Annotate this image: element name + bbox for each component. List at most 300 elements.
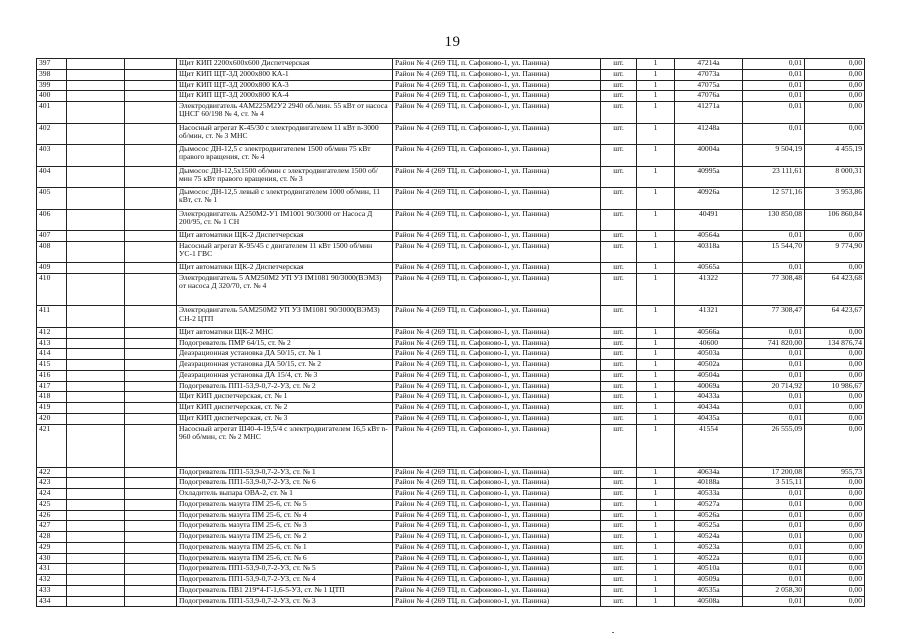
row-initial-value: 9 504,19 — [743, 145, 805, 167]
row-address: Район № 4 (269 ТЦ, п. Сафоново-1, ул. Панина) — [393, 542, 601, 553]
row-quantity: 1 — [637, 327, 675, 338]
row-number: 424 — [37, 489, 67, 500]
row-blank-b — [125, 102, 177, 124]
row-residual-value: 64 423,68 — [805, 274, 865, 306]
row-residual-value: 0,00 — [805, 564, 865, 575]
row-quantity: 1 — [637, 370, 675, 381]
row-inventory-number: 41271а — [675, 102, 743, 124]
row-blank-a — [67, 91, 125, 102]
row-blank-a — [67, 489, 125, 500]
row-unit: шт. — [601, 274, 637, 306]
row-initial-value: 0,01 — [743, 91, 805, 102]
row-blank-a — [67, 306, 125, 328]
row-number: 419 — [37, 403, 67, 414]
row-name: Щит КИП диспетчерская, ст. № 2 — [177, 403, 393, 414]
row-quantity: 1 — [637, 69, 675, 80]
table-row — [37, 370, 865, 381]
row-address: Район № 4 (269 ТЦ, п. Сафоново-1, ул. Панина) — [393, 499, 601, 510]
table-row — [37, 241, 865, 263]
row-unit: шт. — [601, 392, 637, 403]
row-name: Щит КИП ЩТ-3Д 2000х800 КА-4 — [177, 91, 393, 102]
row-quantity: 1 — [637, 145, 675, 167]
row-inventory-number: 40069а — [675, 381, 743, 392]
row-blank-a — [67, 145, 125, 167]
row-number: 403 — [37, 145, 67, 167]
row-blank-a — [67, 360, 125, 371]
row-blank-a — [67, 59, 125, 70]
row-address: Район № 4 (269 ТЦ, п. Сафоново-1, ул. Панина) — [393, 532, 601, 543]
row-residual-value: 0,00 — [805, 59, 865, 70]
row-residual-value: 4 455,19 — [805, 145, 865, 167]
table-row — [37, 209, 865, 231]
row-name: Щит КИП ЩТ-3Д 2000х800 КА-1 — [177, 69, 393, 80]
row-blank-a — [67, 381, 125, 392]
row-unit: шт. — [601, 381, 637, 392]
row-quantity: 1 — [637, 585, 675, 596]
row-name: Щит автоматики ЩК-2 Диспетчерская — [177, 231, 393, 242]
row-number: 421 — [37, 424, 67, 467]
row-name: Дымосос ДН-12,5 левый с электродвигателем 1000 об/мин, 11 кВт, ст. № 1 — [177, 188, 393, 210]
row-blank-b — [125, 575, 177, 586]
row-number: 422 — [37, 467, 67, 478]
row-number: 410 — [37, 274, 67, 306]
row-initial-value: 77 308,48 — [743, 274, 805, 306]
row-unit: шт. — [601, 166, 637, 188]
row-name: Подогреватель ПП1-53,9-0,7-2-УЗ, ст. № 3 — [177, 596, 393, 607]
row-unit: шт. — [601, 489, 637, 500]
row-address: Район № 4 (269 ТЦ, п. Сафоново-1, ул. Панина) — [393, 69, 601, 80]
row-address: Район № 4 (269 ТЦ, п. Сафоново-1, ул. Панина) — [393, 424, 601, 467]
row-residual-value: 0,00 — [805, 403, 865, 414]
row-blank-b — [125, 564, 177, 575]
row-number: 416 — [37, 370, 67, 381]
row-inventory-number: 47073а — [675, 69, 743, 80]
row-residual-value: 10 986,67 — [805, 381, 865, 392]
row-address: Район № 4 (269 ТЦ, п. Сафоново-1, ул. Панина) — [393, 263, 601, 274]
row-number: 417 — [37, 381, 67, 392]
row-quantity: 1 — [637, 241, 675, 263]
row-unit: шт. — [601, 263, 637, 274]
table-row — [37, 327, 865, 338]
row-inventory-number: 40504а — [675, 370, 743, 381]
row-initial-value: 17 200,08 — [743, 467, 805, 478]
row-unit: шт. — [601, 327, 637, 338]
row-unit: шт. — [601, 510, 637, 521]
row-blank-b — [125, 392, 177, 403]
row-residual-value: 0,00 — [805, 392, 865, 403]
row-residual-value: 0,00 — [805, 263, 865, 274]
table-row — [37, 80, 865, 91]
row-name: Насосный агрегат К-95/45 с двигателем 11 кВт 1500 об/мин УС-1 ГВС — [177, 241, 393, 263]
row-address: Район № 4 (269 ТЦ, п. Сафоново-1, ул. Панина) — [393, 585, 601, 596]
row-unit: шт. — [601, 542, 637, 553]
row-inventory-number: 40564а — [675, 231, 743, 242]
row-residual-value: 9 774,90 — [805, 241, 865, 263]
row-residual-value: 0,00 — [805, 478, 865, 489]
row-residual-value: 0,00 — [805, 489, 865, 500]
row-name: Подогреватель ПП1-53,9-0,7-2-УЗ, ст. № 4 — [177, 575, 393, 586]
row-initial-value: 0,01 — [743, 489, 805, 500]
table-row — [37, 575, 865, 586]
row-initial-value: 0,01 — [743, 553, 805, 564]
row-blank-a — [67, 532, 125, 543]
row-quantity: 1 — [637, 123, 675, 145]
table-row — [37, 166, 865, 188]
row-residual-value: 0,00 — [805, 370, 865, 381]
table-row — [37, 274, 865, 306]
row-initial-value: 0,01 — [743, 532, 805, 543]
row-blank-a — [67, 209, 125, 231]
row-initial-value: 130 850,08 — [743, 209, 805, 231]
row-quantity: 1 — [637, 91, 675, 102]
row-quantity: 1 — [637, 59, 675, 70]
row-unit: шт. — [601, 403, 637, 414]
row-blank-a — [67, 467, 125, 478]
row-blank-a — [67, 263, 125, 274]
row-blank-a — [67, 403, 125, 414]
table-row — [37, 424, 865, 467]
row-quantity: 1 — [637, 338, 675, 349]
row-number: 411 — [37, 306, 67, 328]
row-name: Дымосос ДН-12,5х1500 об/мин с электродвигателем 1500 об/мин 75 кВт правого вращения, ст. № 3 — [177, 166, 393, 188]
row-unit: шт. — [601, 499, 637, 510]
row-initial-value: 20 714,92 — [743, 381, 805, 392]
row-name: Щит КИП диспетчерская, ст. № 1 — [177, 392, 393, 403]
table-row — [37, 91, 865, 102]
table-row — [37, 510, 865, 521]
row-blank-a — [67, 274, 125, 306]
row-address: Район № 4 (269 ТЦ, п. Сафоново-1, ул. Панина) — [393, 467, 601, 478]
row-name: Электродвигатель 5 АМ250М2 УП УЗ IM1081 90/3000(ВЭМЗ) от насоса Д 320/70, ст. № 4 — [177, 274, 393, 306]
row-quantity: 1 — [637, 306, 675, 328]
row-inventory-number: 40523а — [675, 542, 743, 553]
row-address: Район № 4 (269 ТЦ, п. Сафоново-1, ул. Панина) — [393, 188, 601, 210]
row-blank-b — [125, 424, 177, 467]
row-name: Щит КИП ЩТ-3Д 2000х800 КА-3 — [177, 80, 393, 91]
table-row — [37, 564, 865, 575]
row-initial-value: 77 308,47 — [743, 306, 805, 328]
row-initial-value: 12 571,16 — [743, 188, 805, 210]
row-name: Подогреватель ПП1-53,9-0,7-2-УЗ, ст. № 6 — [177, 478, 393, 489]
row-number: 429 — [37, 542, 67, 553]
row-residual-value: 64 423,67 — [805, 306, 865, 328]
row-initial-value: 0,01 — [743, 360, 805, 371]
row-blank-b — [125, 274, 177, 306]
row-blank-a — [67, 575, 125, 586]
row-number: 425 — [37, 499, 67, 510]
row-inventory-number: 40600 — [675, 338, 743, 349]
row-address: Район № 4 (269 ТЦ, п. Сафоново-1, ул. Панина) — [393, 59, 601, 70]
row-blank-a — [67, 478, 125, 489]
row-initial-value: 0,01 — [743, 510, 805, 521]
row-quantity: 1 — [637, 564, 675, 575]
row-number: 423 — [37, 478, 67, 489]
row-unit: шт. — [601, 80, 637, 91]
row-blank-a — [67, 80, 125, 91]
row-initial-value: 0,01 — [743, 231, 805, 242]
row-address: Район № 4 (269 ТЦ, п. Сафоново-1, ул. Панина) — [393, 478, 601, 489]
row-unit: шт. — [601, 564, 637, 575]
table-row — [37, 413, 865, 424]
row-blank-a — [67, 424, 125, 467]
row-unit: шт. — [601, 338, 637, 349]
row-blank-a — [67, 521, 125, 532]
row-quantity: 1 — [637, 274, 675, 306]
row-number: 426 — [37, 510, 67, 521]
row-number: 433 — [37, 585, 67, 596]
row-residual-value: 3 953,86 — [805, 188, 865, 210]
row-address: Район № 4 (269 ТЦ, п. Сафоново-1, ул. Панина) — [393, 489, 601, 500]
row-quantity: 1 — [637, 166, 675, 188]
row-quantity: 1 — [637, 532, 675, 543]
table-row — [37, 553, 865, 564]
row-unit: шт. — [601, 241, 637, 263]
row-blank-a — [67, 542, 125, 553]
row-quantity: 1 — [637, 553, 675, 564]
row-unit: шт. — [601, 413, 637, 424]
row-blank-a — [67, 338, 125, 349]
row-inventory-number: 40524а — [675, 532, 743, 543]
row-name: Подогреватель ПМР 64/15, ст. № 2 — [177, 338, 393, 349]
row-blank-b — [125, 209, 177, 231]
row-blank-b — [125, 338, 177, 349]
row-blank-b — [125, 306, 177, 328]
row-inventory-number: 40526а — [675, 510, 743, 521]
row-quantity: 1 — [637, 381, 675, 392]
row-initial-value: 15 544,70 — [743, 241, 805, 263]
row-initial-value: 0,01 — [743, 327, 805, 338]
row-quantity: 1 — [637, 413, 675, 424]
row-residual-value: 0,00 — [805, 102, 865, 124]
row-number: 420 — [37, 413, 67, 424]
table-row — [37, 338, 865, 349]
row-blank-b — [125, 532, 177, 543]
row-number: 432 — [37, 575, 67, 586]
row-quantity: 1 — [637, 499, 675, 510]
row-unit: шт. — [601, 231, 637, 242]
row-inventory-number: 40926а — [675, 188, 743, 210]
row-number: 428 — [37, 532, 67, 543]
row-unit: шт. — [601, 585, 637, 596]
row-name: Щит автоматики ЩК-2 МНС — [177, 327, 393, 338]
row-blank-b — [125, 596, 177, 607]
row-blank-b — [125, 553, 177, 564]
row-initial-value: 0,01 — [743, 403, 805, 414]
row-blank-b — [125, 521, 177, 532]
row-initial-value: 23 111,61 — [743, 166, 805, 188]
row-address: Район № 4 (269 ТЦ, п. Сафоново-1, ул. Панина) — [393, 413, 601, 424]
row-inventory-number: 40435а — [675, 413, 743, 424]
inventory-table — [36, 58, 865, 607]
row-unit: шт. — [601, 370, 637, 381]
row-blank-b — [125, 327, 177, 338]
row-quantity: 1 — [637, 478, 675, 489]
row-quantity: 1 — [637, 188, 675, 210]
table-row — [37, 123, 865, 145]
row-blank-a — [67, 69, 125, 80]
row-initial-value: 0,01 — [743, 370, 805, 381]
row-blank-b — [125, 231, 177, 242]
row-address: Район № 4 (269 ТЦ, п. Сафоново-1, ул. Панина) — [393, 102, 601, 124]
row-inventory-number: 40634а — [675, 467, 743, 478]
row-residual-value: 0,00 — [805, 510, 865, 521]
row-unit: шт. — [601, 521, 637, 532]
row-inventory-number: 41322 — [675, 274, 743, 306]
row-number: 430 — [37, 553, 67, 564]
row-name: Дымосос ДН-12,5 с электродвигателем 1500 об/мин 75 кВт правого вращения, ст. № 4 — [177, 145, 393, 167]
row-quantity: 1 — [637, 467, 675, 478]
row-name: Щит КИП диспетчерская, ст. № 3 — [177, 413, 393, 424]
row-inventory-number: 40502а — [675, 360, 743, 371]
row-name: Электродвигатель 4АМ225М2У2 2940 об./мин. 55 кВт от насоса ЦНСГ 60/198 № 4, ст. № 4 — [177, 102, 393, 124]
row-residual-value: 0,00 — [805, 596, 865, 607]
row-blank-b — [125, 381, 177, 392]
row-initial-value: 0,01 — [743, 575, 805, 586]
row-initial-value: 0,01 — [743, 564, 805, 575]
row-initial-value: 3 515,11 — [743, 478, 805, 489]
row-blank-a — [67, 102, 125, 124]
row-residual-value: 0,00 — [805, 360, 865, 371]
table-row — [37, 263, 865, 274]
table-row — [37, 596, 865, 607]
row-unit: шт. — [601, 188, 637, 210]
row-inventory-number: 40503а — [675, 349, 743, 360]
row-blank-b — [125, 478, 177, 489]
row-blank-a — [67, 553, 125, 564]
row-blank-b — [125, 360, 177, 371]
row-unit: шт. — [601, 553, 637, 564]
row-address: Район № 4 (269 ТЦ, п. Сафоново-1, ул. Панина) — [393, 349, 601, 360]
row-inventory-number: 40527а — [675, 499, 743, 510]
row-number: 427 — [37, 521, 67, 532]
row-address: Район № 4 (269 ТЦ, п. Сафоново-1, ул. Панина) — [393, 209, 601, 231]
row-name: Электродвигатель 5АМ250М2 УП УЗ IM1081 90/3000(ВЭМЗ) СН-2 ЦТП — [177, 306, 393, 328]
row-blank-a — [67, 231, 125, 242]
row-unit: шт. — [601, 467, 637, 478]
row-blank-b — [125, 69, 177, 80]
row-number: 402 — [37, 123, 67, 145]
row-blank-b — [125, 59, 177, 70]
row-residual-value: 955,73 — [805, 467, 865, 478]
row-unit: шт. — [601, 575, 637, 586]
table-row — [37, 306, 865, 328]
row-residual-value: 0,00 — [805, 80, 865, 91]
row-initial-value: 741 820,00 — [743, 338, 805, 349]
row-initial-value: 0,01 — [743, 263, 805, 274]
row-number: 406 — [37, 209, 67, 231]
table-row — [37, 231, 865, 242]
row-blank-a — [67, 349, 125, 360]
row-residual-value: 0,00 — [805, 424, 865, 467]
row-unit: шт. — [601, 209, 637, 231]
page-number: 19 — [444, 34, 461, 50]
row-quantity: 1 — [637, 542, 675, 553]
row-residual-value: 134 876,74 — [805, 338, 865, 349]
row-quantity: 1 — [637, 360, 675, 371]
table-row — [37, 360, 865, 371]
row-blank-b — [125, 499, 177, 510]
row-address: Район № 4 (269 ТЦ, п. Сафоново-1, ул. Панина) — [393, 370, 601, 381]
row-inventory-number: 40522а — [675, 553, 743, 564]
row-name: Подогреватель мазута ПМ 25-6, ст. № 2 — [177, 532, 393, 543]
row-residual-value: 0,00 — [805, 532, 865, 543]
row-name: Подогреватель ПП1-53,9-0,7-2-УЗ, ст. № 5 — [177, 564, 393, 575]
row-residual-value: 0,00 — [805, 575, 865, 586]
row-initial-value: 26 555,09 — [743, 424, 805, 467]
row-blank-b — [125, 241, 177, 263]
row-residual-value: 0,00 — [805, 499, 865, 510]
row-blank-a — [67, 596, 125, 607]
row-blank-a — [67, 392, 125, 403]
row-unit: шт. — [601, 532, 637, 543]
table-row — [37, 69, 865, 80]
row-name: Охладитель выпара ОВА-2, ст. № 1 — [177, 489, 393, 500]
row-blank-a — [67, 123, 125, 145]
row-inventory-number: 40566а — [675, 327, 743, 338]
row-name: Деаэрационная установка ДА 50/15, ст. № 1 — [177, 349, 393, 360]
row-quantity: 1 — [637, 392, 675, 403]
row-unit: шт. — [601, 102, 637, 124]
row-initial-value: 0,01 — [743, 542, 805, 553]
row-address: Район № 4 (269 ТЦ, п. Сафоново-1, ул. Панина) — [393, 241, 601, 263]
row-blank-b — [125, 585, 177, 596]
row-unit: шт. — [601, 478, 637, 489]
row-address: Район № 4 (269 ТЦ, п. Сафоново-1, ул. Панина) — [393, 231, 601, 242]
row-name: Щит автоматики ЩК-2 Диспетчерская — [177, 263, 393, 274]
row-quantity: 1 — [637, 209, 675, 231]
row-quantity: 1 — [637, 403, 675, 414]
row-quantity: 1 — [637, 596, 675, 607]
row-blank-a — [67, 510, 125, 521]
row-number: 431 — [37, 564, 67, 575]
row-inventory-number: 40565а — [675, 263, 743, 274]
row-address: Район № 4 (269 ТЦ, п. Сафоново-1, ул. Панина) — [393, 327, 601, 338]
row-inventory-number: 40509а — [675, 575, 743, 586]
row-blank-a — [67, 166, 125, 188]
row-blank-a — [67, 241, 125, 263]
row-blank-b — [125, 80, 177, 91]
row-name: Подогреватель ПП1-53,9-0,7-2-УЗ, ст. № 1 — [177, 467, 393, 478]
row-blank-b — [125, 403, 177, 414]
row-address: Район № 4 (269 ТЦ, п. Сафоново-1, ул. Панина) — [393, 392, 601, 403]
row-quantity: 1 — [637, 231, 675, 242]
row-blank-a — [67, 370, 125, 381]
row-quantity: 1 — [637, 80, 675, 91]
row-inventory-number: 40533а — [675, 489, 743, 500]
row-name: Подогреватель ПП1-53,9-0,7-2-УЗ, ст. № 2 — [177, 381, 393, 392]
row-inventory-number: 40004а — [675, 145, 743, 167]
row-unit: шт. — [601, 69, 637, 80]
table-row — [37, 381, 865, 392]
table-row — [37, 478, 865, 489]
row-address: Район № 4 (269 ТЦ, п. Сафоново-1, ул. Панина) — [393, 274, 601, 306]
row-number: 398 — [37, 69, 67, 80]
scan-speck — [612, 632, 614, 633]
row-blank-a — [67, 327, 125, 338]
row-blank-a — [67, 499, 125, 510]
row-residual-value: 0,00 — [805, 69, 865, 80]
row-unit: шт. — [601, 349, 637, 360]
table-row — [37, 499, 865, 510]
table-row — [37, 349, 865, 360]
row-blank-b — [125, 413, 177, 424]
row-inventory-number: 40995а — [675, 166, 743, 188]
row-address: Район № 4 (269 ТЦ, п. Сафоново-1, ул. Панина) — [393, 91, 601, 102]
row-residual-value: 0,00 — [805, 542, 865, 553]
row-initial-value: 0,01 — [743, 123, 805, 145]
row-residual-value: 0,00 — [805, 413, 865, 424]
table-row — [37, 392, 865, 403]
